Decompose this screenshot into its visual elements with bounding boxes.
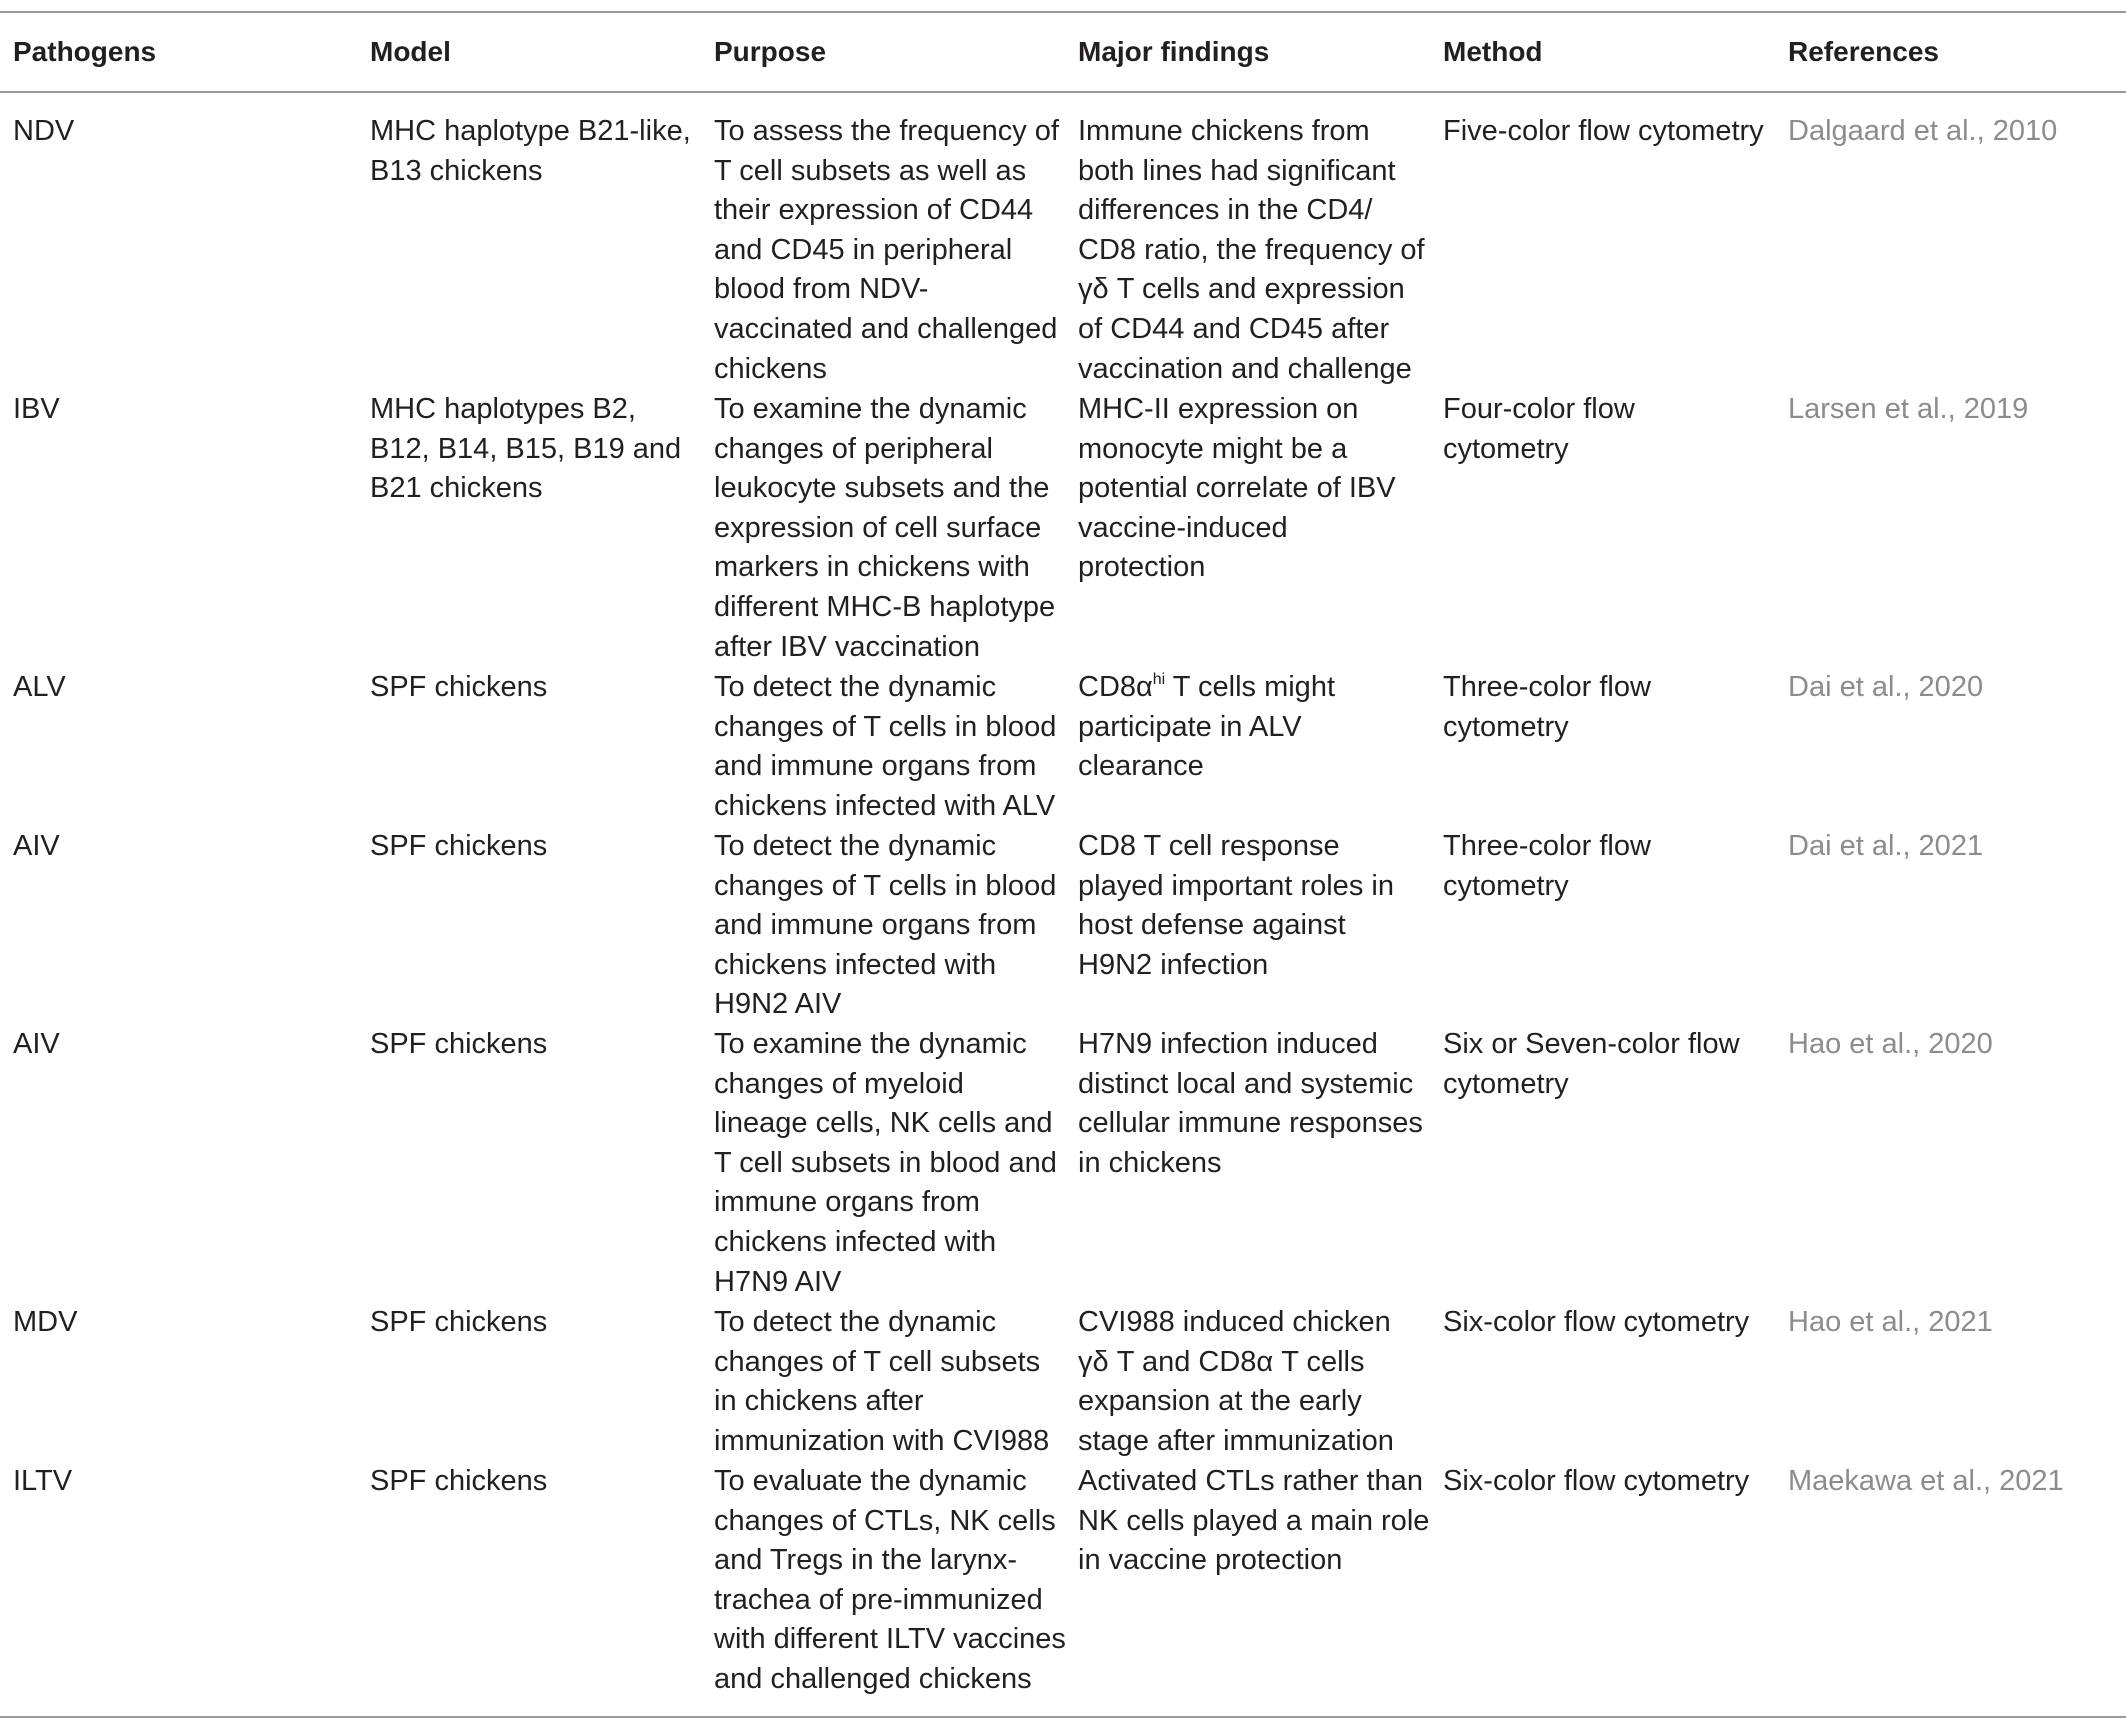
- findings-suffix: T cells might: [1165, 671, 1336, 703]
- cell-major-findings: [1078, 112, 1428, 389]
- cell-line: T cell subsets in blood and: [714, 1146, 1057, 1179]
- cell-line: NK cells played a main role: [1078, 1504, 1430, 1537]
- cell-major-findings: [1078, 390, 1428, 588]
- cell-line: and challenged chickens: [714, 1662, 1032, 1695]
- cell-line: chickens infected with: [714, 948, 997, 981]
- findings-superscript: hi: [1152, 671, 1166, 688]
- cell-line: B21 chickens: [370, 472, 543, 505]
- cell-line: host defense against: [1078, 909, 1346, 942]
- cell-model: [370, 1303, 700, 1343]
- table-bottom-rule: [0, 1716, 2126, 1718]
- cell-line: expression of cell surface: [714, 511, 1042, 544]
- cell-line: and Tregs in the larynx-: [714, 1544, 1018, 1577]
- cell-line: H9N2 AIV: [714, 988, 842, 1021]
- cell-line: MHC haplotypes B2,: [370, 393, 636, 425]
- cell-pathogen: NDV: [13, 115, 75, 147]
- cell-line: Six-color flow cytometry: [1443, 1465, 1750, 1497]
- cell-line: distinct local and systemic: [1078, 1067, 1414, 1100]
- cell-line: H7N9 infection induced: [1078, 1028, 1378, 1060]
- cell-line: To detect the dynamic: [714, 671, 997, 703]
- cell-line: their expression of CD44: [714, 194, 1034, 227]
- cell-pathogen: ALV: [13, 671, 66, 703]
- cell-line: vaccination and challenge: [1078, 352, 1412, 385]
- cell-line: potential correlate of IBV: [1078, 472, 1396, 505]
- cell-model: [370, 390, 700, 509]
- cell-line: cytometry: [1443, 869, 1569, 902]
- cell-line: SPF chickens: [370, 671, 548, 703]
- cell-line: and immune organs from: [714, 909, 1037, 942]
- cell-line: MHC-II expression on: [1078, 393, 1359, 425]
- cell-line: stage after immunization: [1078, 1424, 1394, 1457]
- cell-line: Five-color flow cytometry: [1443, 115, 1764, 147]
- cell-line: monocyte might be a: [1078, 432, 1348, 465]
- cell-purpose: [714, 390, 1064, 667]
- cell-line: cytometry: [1443, 710, 1569, 743]
- cell-reference-link[interactable]: Hao et al., 2021: [1788, 1306, 1993, 1338]
- cell-line: markers in chickens with: [714, 551, 1030, 584]
- cell-line: protection: [1078, 551, 1206, 584]
- cell-pathogen: ILTV: [13, 1465, 73, 1497]
- cell-reference-link[interactable]: Maekawa et al., 2021: [1788, 1465, 2064, 1497]
- cell-line: H7N9 AIV: [714, 1265, 842, 1298]
- header-purpose: Purpose: [714, 36, 827, 67]
- cell-line: immune organs from: [714, 1186, 980, 1219]
- cell-line: played important roles in: [1078, 869, 1394, 902]
- cell-line: γδ T cells and expression: [1078, 273, 1405, 306]
- cell-line: changes of T cells in blood: [714, 869, 1057, 902]
- cell-method: [1443, 668, 1788, 747]
- cell-line: with different ILTV vaccines: [714, 1623, 1066, 1656]
- cell-major-findings: [1078, 1025, 1428, 1183]
- cell-line: changes of myeloid: [714, 1067, 964, 1100]
- cell-pathogen: MDV: [13, 1306, 78, 1338]
- cell-line: SPF chickens: [370, 1028, 548, 1060]
- cell-line: trachea of pre-immunized: [714, 1583, 1043, 1616]
- cell-purpose: [714, 668, 1064, 826]
- cell-line: in chickens after: [714, 1385, 924, 1418]
- table-header-row: [0, 30, 2126, 74]
- table-header-rule: [0, 91, 2126, 93]
- cell-pathogen: IBV: [13, 393, 60, 425]
- cell-line: changes of T cell subsets: [714, 1345, 1041, 1378]
- cell-line: and CD45 in peripheral: [714, 233, 1013, 266]
- cell-line: cellular immune responses: [1078, 1107, 1423, 1140]
- cell-line: To evaluate the dynamic: [714, 1465, 1027, 1497]
- cell-method: [1443, 112, 1788, 152]
- cell-line: To detect the dynamic: [714, 830, 997, 862]
- cell-line: cytometry: [1443, 432, 1569, 465]
- cell-pathogen: AIV: [13, 1028, 60, 1060]
- cell-line: Three-color flow: [1443, 671, 1651, 703]
- cell-line: γδ T and CD8α T cells: [1078, 1345, 1365, 1378]
- cell-model: [370, 668, 700, 708]
- cell-reference-link[interactable]: Larsen et al., 2019: [1788, 393, 2029, 425]
- cell-line: participate in ALV: [1078, 710, 1302, 743]
- cell-line: vaccinated and challenged: [714, 312, 1058, 345]
- cell-line: To assess the frequency of: [714, 115, 1059, 147]
- cell-method: [1443, 1462, 1788, 1502]
- cell-line: of CD44 and CD45 after: [1078, 312, 1390, 345]
- cell-line: SPF chickens: [370, 1306, 548, 1338]
- cell-model: [370, 1025, 700, 1065]
- cell-line: H9N2 infection: [1078, 948, 1269, 981]
- cell-method: [1443, 390, 1788, 469]
- cell-line: lineage cells, NK cells and: [714, 1107, 1053, 1140]
- cell-line: CVI988 induced chicken: [1078, 1306, 1391, 1338]
- cell-line: changes of peripheral: [714, 432, 993, 465]
- cell-line: Immune chickens from: [1078, 115, 1370, 147]
- cell-major-findings: [1078, 1462, 1428, 1581]
- table-top-rule: [0, 11, 2126, 13]
- cell-reference-link[interactable]: Hao et al., 2020: [1788, 1028, 1993, 1060]
- cell-method: [1443, 1025, 1788, 1104]
- cell-purpose: [714, 112, 1064, 389]
- cell-method: [1443, 1303, 1788, 1343]
- cell-line: To examine the dynamic: [714, 393, 1027, 425]
- cell-line: and immune organs from: [714, 750, 1037, 783]
- cell-line: after IBV vaccination: [714, 630, 980, 663]
- header-pathogens: Pathogens: [13, 36, 157, 67]
- cell-line: expansion at the early: [1078, 1385, 1362, 1418]
- cell-line: Four-color flow: [1443, 393, 1635, 425]
- header-method: Method: [1443, 36, 1543, 67]
- cell-major-findings: [1078, 668, 1428, 787]
- cell-line: different MHC-B haplotype: [714, 590, 1056, 623]
- cell-line: in vaccine protection: [1078, 1544, 1343, 1577]
- cell-line: changes of T cells in blood: [714, 710, 1057, 743]
- cell-line: To detect the dynamic: [714, 1306, 997, 1338]
- cell-method: [1443, 827, 1788, 906]
- cell-line: Six or Seven-color flow: [1443, 1028, 1740, 1060]
- cell-line: Six-color flow cytometry: [1443, 1306, 1750, 1338]
- cell-line: vaccine-induced: [1078, 511, 1288, 544]
- cell-line: clearance: [1078, 750, 1204, 783]
- cell-line: Activated CTLs rather than: [1078, 1465, 1423, 1497]
- cell-line: changes of CTLs, NK cells: [714, 1504, 1056, 1537]
- header-model: Model: [370, 36, 451, 67]
- cell-purpose: [714, 1303, 1064, 1461]
- cell-line: blood from NDV-: [714, 273, 929, 306]
- cell-line: chickens infected with ALV: [714, 789, 1056, 822]
- cell-model: [370, 1462, 700, 1502]
- cell-line: CD8 T cell response: [1078, 830, 1340, 862]
- cell-major-findings: [1078, 827, 1428, 985]
- cell-line: MHC haplotype B21-like,: [370, 115, 691, 147]
- cell-line: chickens infected with: [714, 1225, 997, 1258]
- cell-line: [1078, 668, 1428, 708]
- header-references: References: [1788, 36, 1939, 67]
- cell-reference-link[interactable]: Dai et al., 2020: [1788, 671, 1984, 703]
- cell-line: chickens: [714, 352, 827, 385]
- cell-line: leukocyte subsets and the: [714, 472, 1050, 505]
- cell-line: both lines had significant: [1078, 154, 1396, 187]
- cell-line: To examine the dynamic: [714, 1028, 1027, 1060]
- cell-line: T cell subsets as well as: [714, 154, 1027, 187]
- cell-line: cytometry: [1443, 1067, 1569, 1100]
- cell-line: in chickens: [1078, 1146, 1222, 1179]
- cell-line: differences in the CD4/: [1078, 194, 1373, 227]
- cell-pathogen: AIV: [13, 830, 60, 862]
- cell-purpose: [714, 1462, 1064, 1700]
- findings-prefix: CD8α: [1078, 671, 1153, 703]
- cell-model: [370, 827, 700, 867]
- cell-line: B12, B14, B15, B19 and: [370, 432, 682, 465]
- cell-reference-link[interactable]: Dalgaard et al., 2010: [1788, 115, 2058, 147]
- header-major-findings: Major findings: [1078, 36, 1270, 67]
- cell-line: Three-color flow: [1443, 830, 1651, 862]
- cell-line: SPF chickens: [370, 1465, 548, 1497]
- cell-reference-link[interactable]: Dai et al., 2021: [1788, 830, 1984, 862]
- cell-purpose: [714, 1025, 1064, 1302]
- cell-model: [370, 112, 700, 191]
- cell-purpose: [714, 827, 1064, 1025]
- cell-major-findings: [1078, 1303, 1428, 1461]
- cell-line: SPF chickens: [370, 830, 548, 862]
- cell-line: CD8 ratio, the frequency of: [1078, 233, 1425, 266]
- cell-line: immunization with CVI988: [714, 1424, 1050, 1457]
- cell-line: B13 chickens: [370, 154, 543, 187]
